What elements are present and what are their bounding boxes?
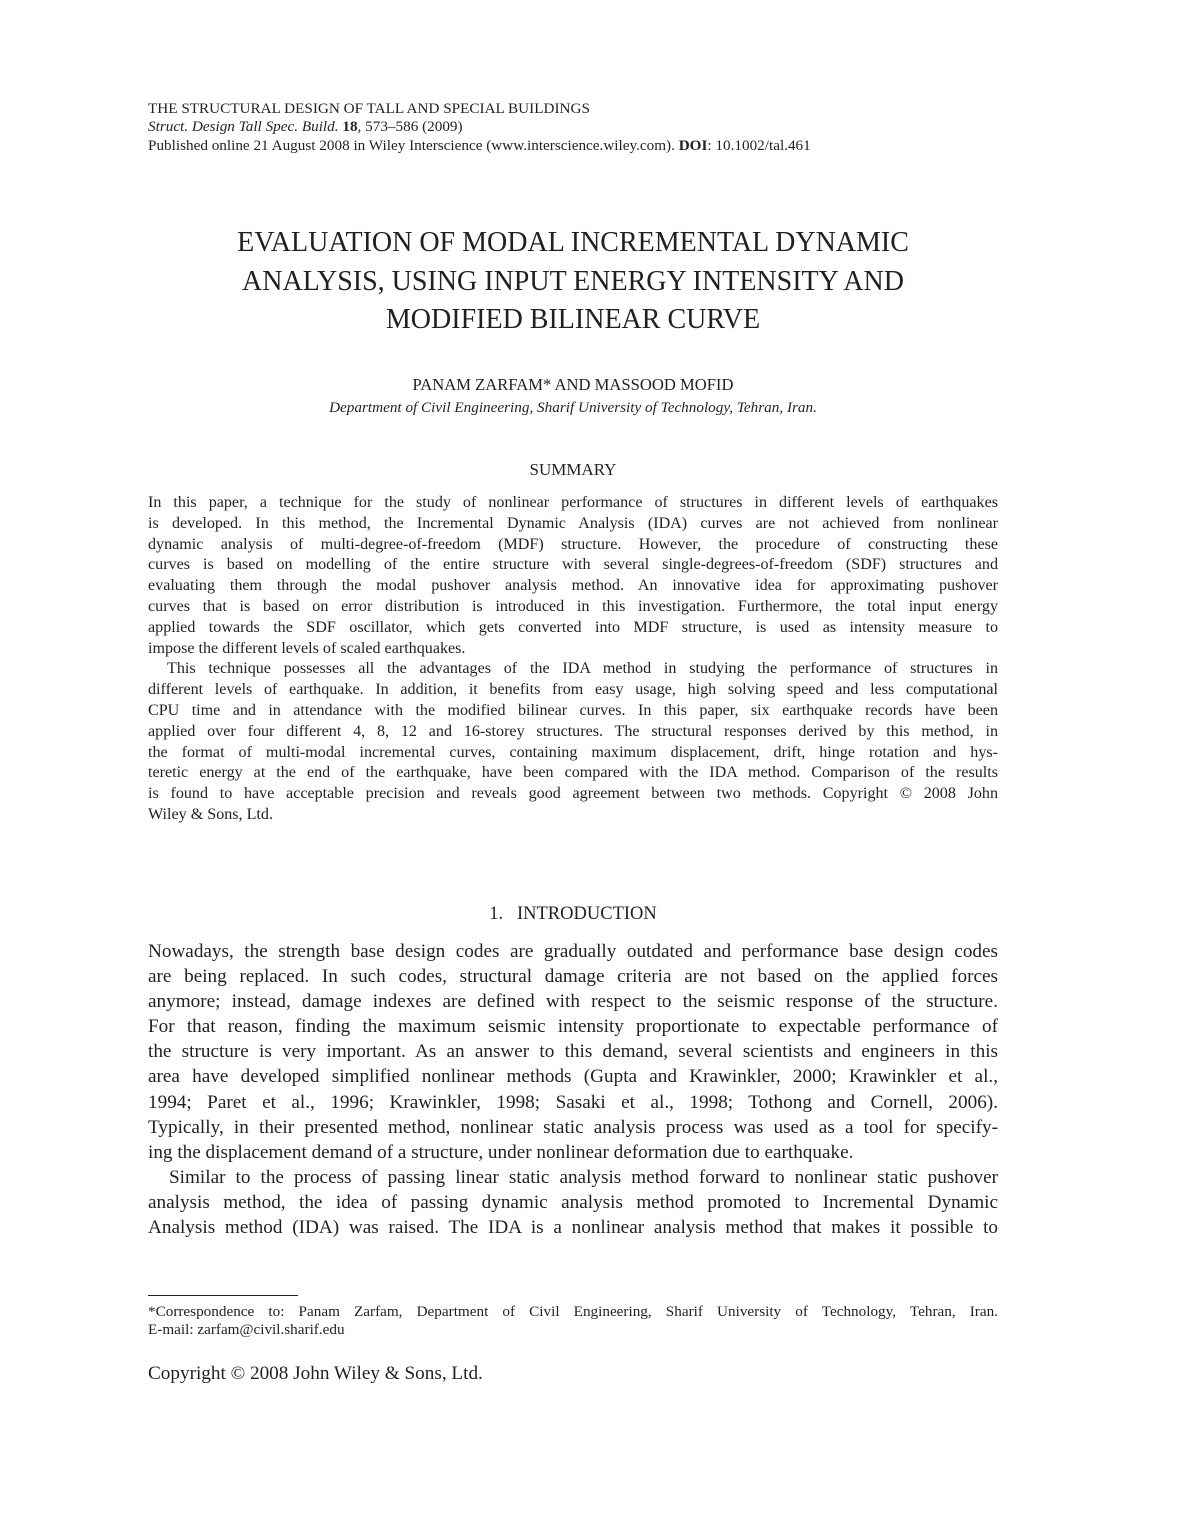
intro-line: Typically, in their presented method, nonlinear static analysis process was used as a tool for specify- (148, 1116, 998, 1138)
journal-citation (148, 118, 998, 136)
authors: PANAM ZARFAM* AND MASSOOD MOFID (412, 375, 734, 394)
title-line: ANALYSIS, USING INPUT ENERGY INTENSITY AND (242, 265, 904, 297)
abstract-line: the format of multi-modal incremental curves, containing maximum displacement, drift, hinge rotation and hys- (148, 743, 998, 761)
section-heading-introduction: 1. INTRODUCTION (489, 904, 657, 924)
journal-header (148, 100, 998, 155)
doi-value: : 10.1002/tal.461 (707, 136, 811, 154)
footnote (148, 1303, 998, 1340)
abstract-line: is developed. In this method, the Incremental Dynamic Analysis (IDA) curves are not achieved from nonlinear (148, 514, 998, 532)
publication-info (148, 137, 998, 155)
abstract-line: This technique possesses all the advantages of the IDA method in studying the performance of structures in (167, 660, 998, 678)
journal-name: THE STRUCTURAL DESIGN OF TALL AND SPECIAL BUILDINGS (148, 100, 590, 117)
abstract-line: curves is based on modelling of the entire structure with several single-degrees-of-freedom (SDF) structures and (148, 556, 998, 574)
abstract (148, 493, 998, 826)
intro-line: are being replaced. In such codes, structural damage criteria are not based on the applied forces (148, 966, 998, 988)
abstract-line: curves that is based on error distribution is introduced in this investigation. Furthermore, the total input energy (148, 597, 998, 615)
affiliation: Department of Civil Engineering, Sharif University of Technology, Tehran, Iran. (329, 399, 817, 416)
intro-line: area have developed simplified nonlinear methods (Gupta and Krawinkler, 2000; Krawinkler et al., (148, 1066, 998, 1088)
intro-line: ing the displacement demand of a structure, under nonlinear deformation due to earthquake. (148, 1141, 854, 1163)
intro-line: Similar to the process of passing linear static analysis method forward to nonlinear static pushover (169, 1166, 998, 1188)
abstract-line: In this paper, a technique for the study of nonlinear performance of structures in different levels of earthquakes (148, 494, 998, 511)
copyright-notice: Copyright © 2008 John Wiley & Sons, Ltd. (148, 1363, 483, 1384)
footnote-divider (148, 1295, 298, 1296)
intro-line: anymore; instead, damage indexes are defined with respect to the seismic response of the structure. (148, 991, 998, 1013)
abstract-line: impose the different levels of scaled earthquakes. (148, 639, 466, 657)
intro-line: Nowadays, the strength base design codes are gradually outdated and performance base design codes (148, 941, 998, 962)
title-line: MODIFIED BILINEAR CURVE (385, 304, 761, 335)
doi-label: DOI (678, 136, 708, 154)
intro-line: analysis method, the idea of passing dynamic analysis method promoted to Incremental Dynamic (148, 1191, 998, 1213)
footnote-line: E-mail: zarfam@civil.sharif.edu (148, 1321, 345, 1339)
footnote-line: *Correspondence to: Panam Zarfam, Department of Civil Engineering, Sharif University of Technology, Tehran, Iran. (148, 1303, 998, 1320)
abstract-line: Wiley & Sons, Ltd. (148, 805, 273, 823)
paper-title (148, 224, 998, 340)
summary-heading: SUMMARY (529, 460, 617, 479)
abstract-line: CPU time and in attendance with the modified bilinear curves. In this paper, six earthquake records have been (148, 701, 998, 719)
intro-line: For that reason, finding the maximum seismic intensity proportionate to expectable performance of (148, 1016, 998, 1038)
intro-line: Analysis method (IDA) was raised. The IDA is a nonlinear analysis method that makes it possible to (148, 1217, 998, 1239)
abstract-line: applied towards the SDF oscillator, which gets converted into MDF structure, is used as intensity measure to (148, 618, 998, 636)
abstract-line: different levels of earthquake. In addition, it benefits from easy usage, high solving speed and less computational (148, 681, 998, 699)
paper-page (148, 0, 998, 1536)
abstract-line: is found to have acceptable precision and reveals good agreement between two methods. Copyright © 2008 John (148, 785, 998, 803)
title-line: EVALUATION OF MODAL INCREMENTAL DYNAMIC (237, 227, 909, 258)
abstract-line: applied over four different 4, 8, 12 and 16-storey structures. The structural responses derived by this method, in (148, 722, 998, 740)
intro-line: 1994; Paret et al., 1996; Krawinkler, 1998; Sasaki et al., 1998; Tothong and Cornell, 2006). (148, 1091, 998, 1113)
abstract-line: teretic energy at the end of the earthquake, have been compared with the IDA method. Comparison of the results (148, 764, 998, 782)
citation-pages: , 573–586 (2009) (357, 118, 463, 136)
citation-volume: 18 (342, 118, 358, 136)
intro-line: the structure is very important. As an answer to this demand, several scientists and engineers in this (148, 1041, 998, 1063)
citation-abbrev: Struct. Design Tall Spec. Build. (148, 118, 339, 136)
published-text: Published online 21 August 2008 in Wiley Interscience (www.interscience.wiley.com). (148, 136, 675, 154)
abstract-line: evaluating them through the modal pushover analysis method. An innovative idea for approximating pushover (148, 577, 998, 595)
introduction-body (148, 939, 998, 1240)
abstract-line: dynamic analysis of multi-degree-of-freedom (MDF) structure. However, the procedure of constructing these (148, 535, 998, 553)
